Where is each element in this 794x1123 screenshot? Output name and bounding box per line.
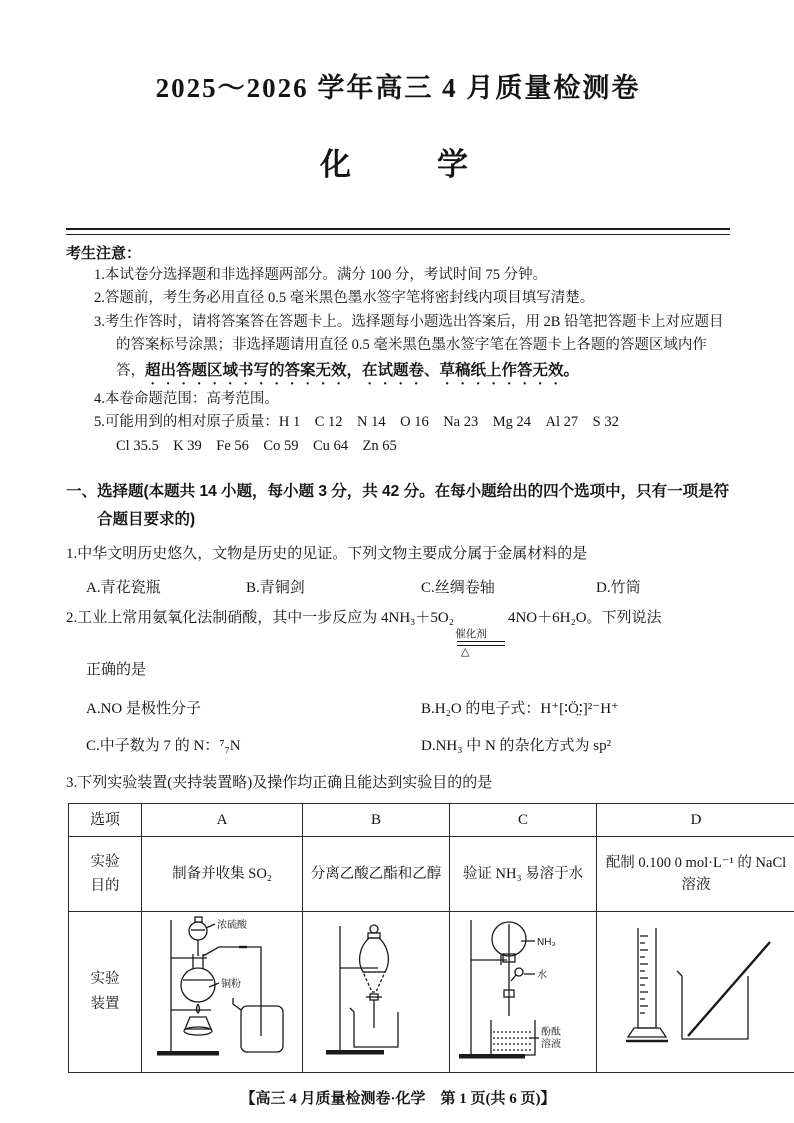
question-2-stem (66, 606, 730, 658)
label-concentrated-sulfuric-acid: 浓硫酸 (217, 920, 247, 932)
notice-item-4: 4.本卷命题范围：高考范围。 (94, 390, 279, 407)
q2-option-d: D.NH₃ 中 N 的杂化方式为 sp² (421, 737, 612, 754)
notice-block (66, 243, 730, 458)
label-nh3-gas: NH₃ (537, 937, 556, 949)
question-1-stem: 1.中华文明历史悠久，文物是历史的见证。下列文物主要成分属于金属材料的是 (66, 545, 588, 562)
purpose-cell-a: 制备并收集 SO₂ (142, 837, 303, 912)
q2-stem-pre: 2.工业上常用氨氧化法制硝酸，其中一步反应为 4NH₃＋5O₂ (66, 610, 454, 627)
q1-option-c: C.丝绸卷轴 (421, 580, 495, 597)
device-cell-a (142, 912, 303, 1072)
q3-options-table (68, 803, 794, 1072)
q2-options-row-2 (86, 734, 730, 755)
notice-heading: 考生注意： (66, 245, 142, 262)
table-device-row (69, 912, 794, 1072)
question-2-options (86, 697, 730, 755)
label-water: 水 (537, 970, 547, 982)
label-phenolphthalein-line1: 酚酞 (541, 1027, 561, 1039)
notice-item-5: 5.可能用到的相对原子质量：H 1 C 12 N 14 O 16 Na 23 Mg 24 Al 27 S 32 (94, 414, 619, 431)
purpose-cell-b: 分离乙酸乙酯和乙醇 (303, 837, 450, 912)
section-1-heading: 一、选择题(本题共 14 小题，每小题 3 分，共 42 分。在每小题给出的四个选项中，只有一项是符合题目要求的) (66, 483, 730, 528)
purpose-row-label-text: 实验目的 (90, 853, 120, 895)
q2-stem-post: 4NO＋6H₂O。下列说法 (507, 610, 662, 627)
reaction-condition-stack: 催化剂 △ (457, 629, 505, 658)
table-header-row (69, 804, 794, 837)
q1-option-d: D.竹筒 (596, 580, 641, 597)
q2-option-b: B.H₂O 的电子式：H⁺[∶Ö̤∶]²⁻H⁺ (421, 700, 619, 717)
device-cell-b (303, 912, 450, 1072)
apparatus-d-cylinder-beaker-diagram (608, 918, 784, 1058)
question-2 (66, 606, 730, 754)
device-cell-d (597, 912, 794, 1072)
table-purpose-row (69, 837, 794, 912)
notice-item-2: 2.答题前，考生务必用直径 0.5 毫米黑色墨水签字笔将密封线内项目填写清楚。 (94, 290, 595, 307)
question-3 (66, 771, 787, 1073)
header-cell-b: B (303, 804, 450, 837)
purpose-cell-c: 验证 NH₃ 易溶于水 (450, 837, 597, 912)
header-cell-d: D (597, 804, 794, 837)
notice-item-5-line2: Cl 35.5 K 39 Fe 56 Co 59 Cu 64 Zn 65 (116, 437, 397, 454)
header-divider (66, 228, 730, 235)
purpose-row-label (69, 837, 142, 912)
subject-title: 化 学 (320, 147, 476, 182)
purpose-cell-d: 配制 0.100 0 mol·L⁻¹ 的 NaCl 溶液 (597, 837, 794, 912)
notice-items (94, 264, 730, 458)
header-cell-option: 选项 (69, 804, 142, 837)
page-footer: 【高三 4 月质量检测卷·化学 第 1 页(共 6 页)】 (240, 1090, 556, 1107)
label-copper-powder: 铜粉 (221, 979, 241, 991)
apparatus-b-separating-funnel-diagram (316, 914, 436, 1062)
device-cell-c (450, 912, 597, 1072)
question-3-stem: 3.下列实验装置(夹持装置略)及操作均正确且能达到实验目的的是 (66, 774, 493, 791)
question-1 (66, 542, 730, 598)
notice-item-3 (94, 311, 730, 388)
q2-option-a: A.NO 是极性分子 (86, 700, 201, 717)
notice-item-1: 1.本试卷分选择题和非选择题两部分。满分 100 分，考试时间 75 分钟。 (94, 267, 548, 283)
q2-options-row-1 (86, 697, 730, 718)
notice-item-3-emphasis: 超出答题区域书写的答案无效，在试题卷、草稿纸上作答无效。 (145, 361, 580, 379)
device-row-label (69, 912, 142, 1072)
apparatus-c-nh3-fountain-diagram (457, 914, 589, 1062)
catalyst-label: 催化剂 (455, 628, 487, 641)
q1-option-a: A.青花瓷瓶 (86, 580, 161, 597)
q2-option-c: C.中子数为 7 的 N：⁷₇N (86, 737, 241, 754)
label-phenolphthalein-line2: 溶液 (541, 1039, 561, 1051)
notice-item-3-text: 3.考生作答时，请将答案答在答题卡上。选择题每小题选出答案后，用 2B 铅笔把答题卡上对应题目的答案标号涂黑；非选择题请用直径 0.5 毫米黑色墨水签字笔在答题卡上各题的答题区域内作答， (94, 313, 724, 379)
header-cell-c: C (450, 804, 597, 837)
q1-option-b: B.青铜剑 (246, 580, 305, 597)
header-cell-a: A (142, 804, 303, 837)
apparatus-a-so2-generator-diagram (149, 914, 295, 1062)
page-title: 2025～2026 学年高三 4 月质量检测卷 (155, 73, 641, 103)
q2-stem-cont: 正确的是 (86, 661, 147, 678)
device-row-label-text: 实验装置 (90, 971, 120, 1013)
question-1-options (86, 576, 730, 597)
